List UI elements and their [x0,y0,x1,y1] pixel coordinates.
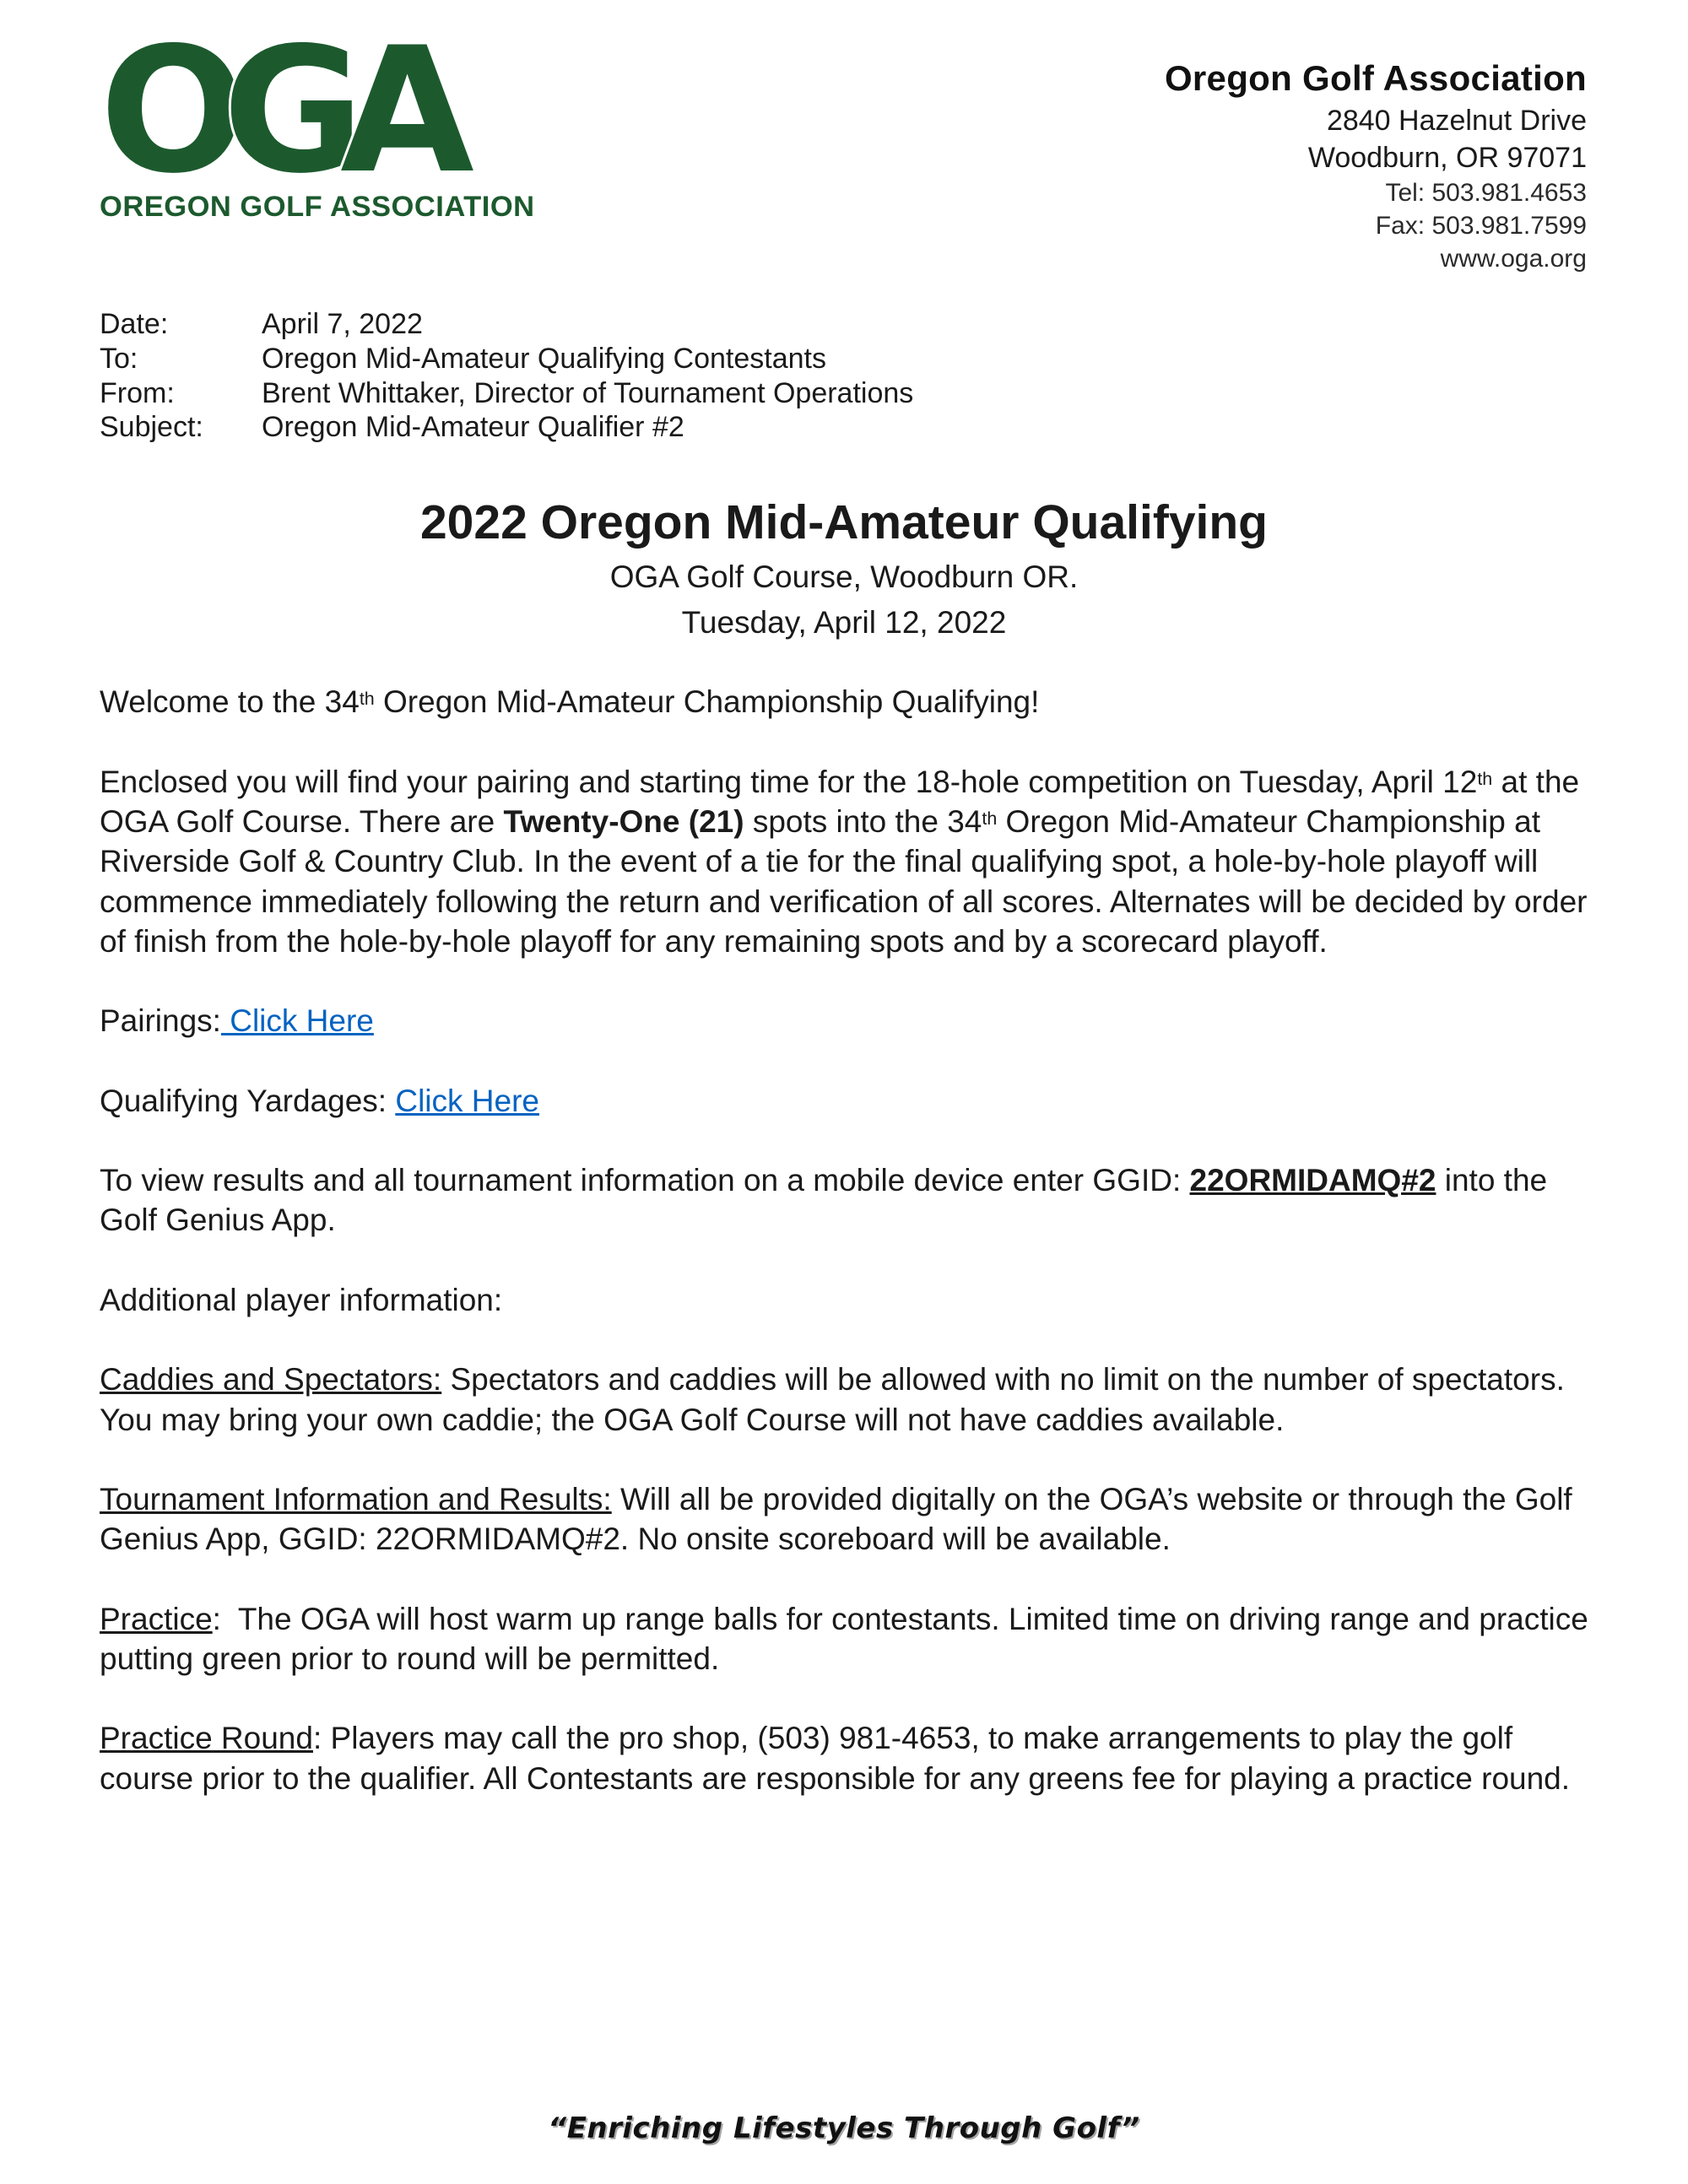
logo-letter-o: O [100,11,226,212]
memo-from-value: Brent Whittaker, Director of Tournament Operations [262,376,914,409]
title-block [0,495,1688,642]
letterhead [0,0,1688,275]
document-subtitle-course: OGA Golf Course, Woodburn OR. [609,559,1079,594]
oga-logo-caption: OREGON GOLF ASSOCIATION [100,191,535,224]
paragraph-yardages [100,1081,1590,1121]
text-segment: Oregon Mid-Amateur Championship Qualifying! [374,684,1040,720]
paragraph-welcome [100,682,1590,722]
document-body [100,682,1598,1798]
spots-count-bold: Twenty-One (21) [503,803,744,839]
paragraph-practice [100,1599,1598,1679]
paragraph-caddies [100,1360,1590,1440]
text-segment: Oregon Mid-Amateur Championship at Riverside Golf & Country Club. In the event of a tie for the final qualifying spot, a hole-by-hole playoff will commence immediately following the return and verification of all scores. Alternates will be decided by order of finish from the hole-by-hole playoff for any remaining spots and by a scorecard playoff. [100,803,1596,959]
pairings-label: Pairings: [100,1003,221,1039]
footer-tagline: “Enriching Lifestyles Through Golf” [548,2111,1140,2145]
text-segment: : The OGA will host warm up range balls for contestants. Limited time on driving range and practice putting green prior to round will be permitted. [100,1601,1598,1676]
memo-subject-label: Subject: [100,411,203,444]
org-address-line2: Woodburn, OR 97071 [1307,141,1587,174]
paragraph-pairings [100,1001,1590,1041]
paragraph-ggid [100,1160,1590,1241]
memo-header [100,307,1587,445]
org-address-block [1165,41,1587,275]
text-segment: To view results and all tournament information on a mobile device enter GGID: [100,1163,1190,1198]
text-segment: spots into the 34 [744,803,982,839]
memo-date-label: Date: [100,307,169,340]
practice-heading: Practice [100,1601,213,1636]
paragraph-enclosed [100,762,1596,962]
logo-letter-g: G [222,11,344,212]
memo-row-from [100,376,1587,411]
pairings-link[interactable]: Click Here [220,1003,374,1039]
memo-subject-value: Oregon Mid-Amateur Qualifier #2 [262,411,684,444]
text-segment: Welcome to the 34 [100,684,360,720]
org-tel: Tel: 503.981.4653 [1385,178,1587,207]
memo-row-subject [100,410,1587,445]
superscript-th: th [982,808,998,829]
superscript-th: th [1477,768,1493,789]
text-segment: at the OGA Golf Course. There are [100,764,1588,839]
paragraph-tournament-info [100,1479,1590,1560]
caddies-heading: Caddies and Spectators: [100,1362,442,1397]
org-fax: Fax: 503.981.7599 [1375,211,1587,240]
text-segment: Enclosed you will find your pairing and starting time for the 18-hole competition on Tuesday, April 12 [100,764,1478,799]
memo-to-label: To: [100,342,138,375]
page-footer [0,2111,1688,2145]
yardages-link[interactable]: Click Here [395,1083,539,1118]
document-title: 2022 Oregon Mid-Amateur Qualifying [419,495,1268,550]
yardages-label: Qualifying Yardages: [100,1083,396,1118]
memo-row-date [100,307,1587,342]
paragraph-practice-round [100,1718,1590,1798]
paragraph-additional-info: Additional player information: [100,1282,503,1317]
text-segment: Will all be provided digitally on the OGA’s website or through the Golf Genius App, GGID: 22ORMIDAMQ#2. No onsite scoreboard will be available. [100,1481,1581,1557]
memo-row-to [100,342,1587,376]
memo-from-label: From: [100,376,175,409]
logo-letter-a: A [340,11,454,212]
ggid-code: 22ORMIDAMQ#2 [1189,1163,1436,1198]
practice-round-heading: Practice Round [100,1721,313,1756]
memo-to-value: Oregon Mid-Amateur Qualifying Contestants [262,342,826,375]
tournament-info-heading: Tournament Information and Results: [100,1481,612,1516]
org-address-line1: 2840 Hazelnut Drive [1326,104,1587,137]
oga-logo [100,11,535,224]
memo-date-value: April 7, 2022 [262,307,423,340]
text-segment: into the Golf Genius App. [100,1163,1556,1238]
text-segment: : Players may call the pro shop, (503) 981-4653, to make arrangements to play the golf course prior to the qualifier. All Contestants are responsible for any greens fee for playing a practice round. [100,1721,1571,1796]
superscript-th: th [359,689,375,710]
org-website: www.oga.org [1440,244,1587,273]
document-subtitle-date: Tuesday, April 12, 2022 [681,604,1007,640]
org-name: Oregon Golf Association [1164,58,1587,98]
text-segment: Spectators and caddies will be allowed with no limit on the number of spectators. You may bring your own caddie; the OGA Golf Course will not have caddies available. [100,1362,1573,1437]
